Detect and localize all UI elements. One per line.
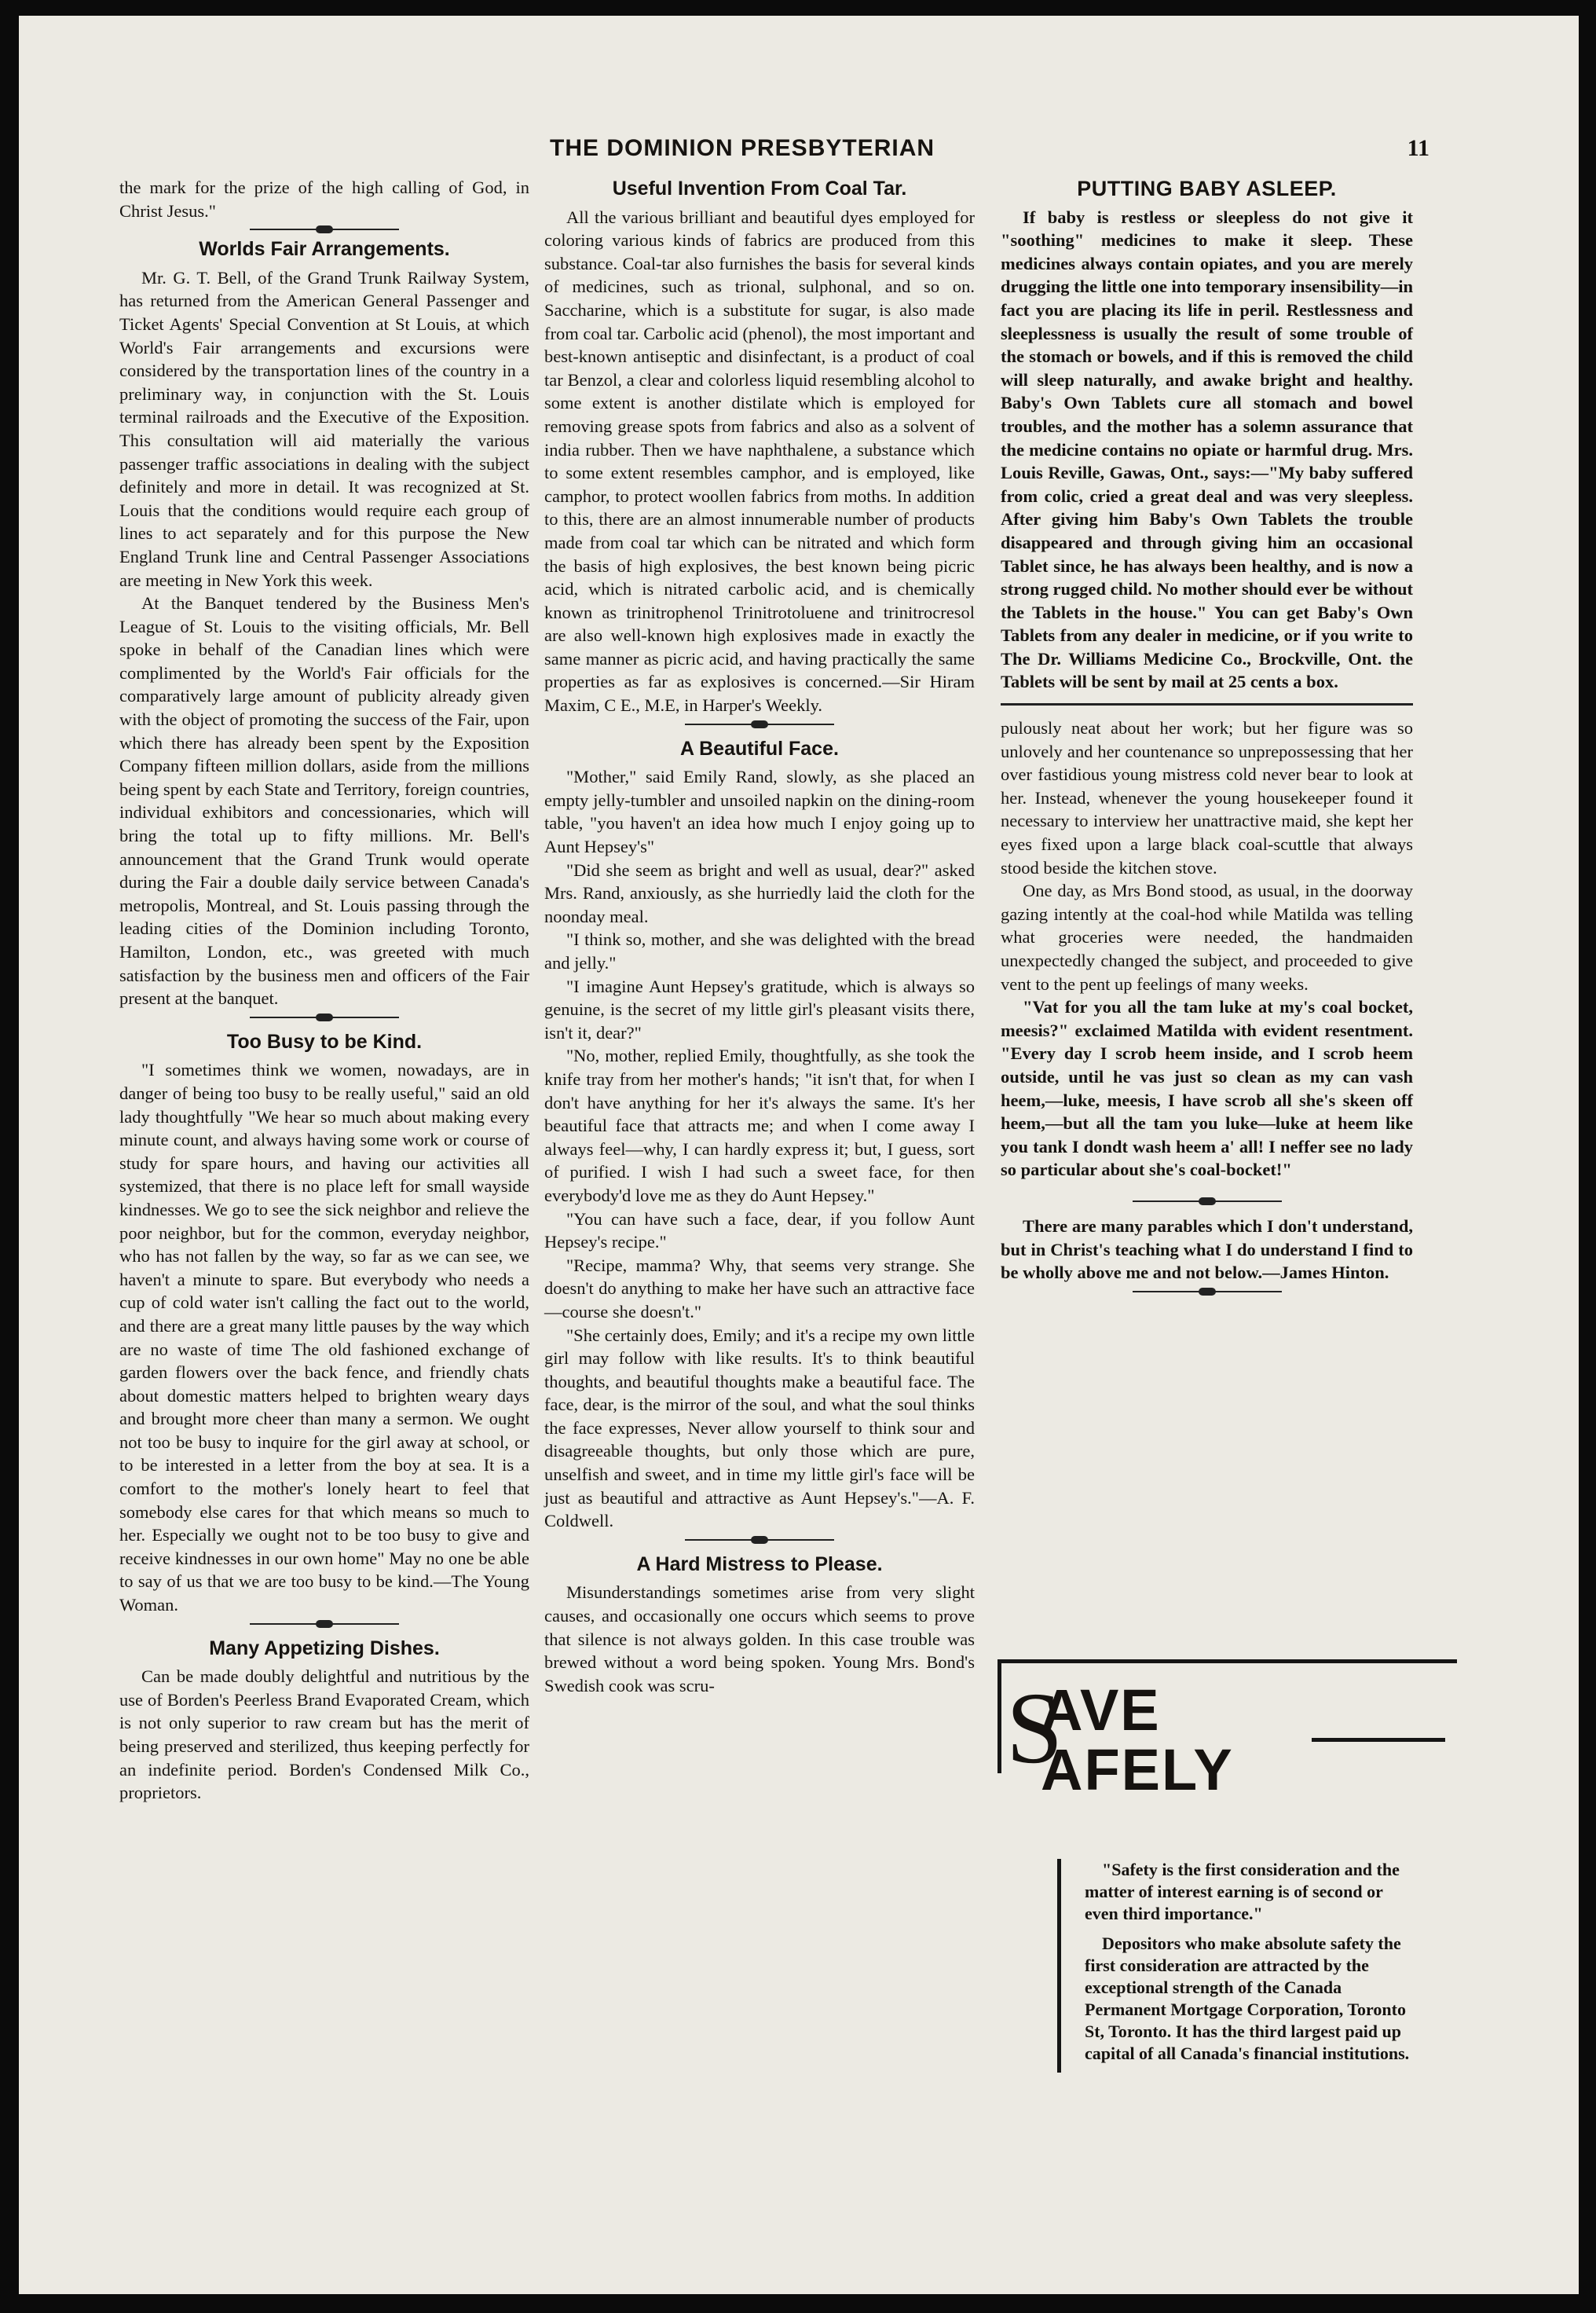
paragraph: "I sometimes think we women, nowadays, are in danger of being too busy to be really useful," said an old lady thoughtfully "We hear so much about making every minute count, and always having some work or course of study for spare hours, and having our activities all systemized, that there is no place left for small wayside kindnesses. We go to see the sick neighbor and relieve the poor neighbor, but for the common, everyday neighbor, who has not fallen by the way, so far as we can see, we haven't a minute to spare. But everybody who needs a cup of cold water isn't calling the fact out to the world, and there are a great many little pauses by the way which are no waste of time The old fashioned exchange of garden flowers over the back fence, and friendly chats about domestic matters helped to brighten weary days and brought more cheer than many a sermon. We ought not too be busy to inquire for the girl away at school, or to be interested in a letter from the boy at sea. It is a comfort to the mother's lonely heart to feel that somebody else cares for that which means so much to her. Especially we ought not to be too busy to give and receive kindnesses in our own home" May no one be able to say of us that we are too busy to be kind.—The Young Woman. (119, 1060, 530, 1615)
paragraph: "You can have such a face, dear, if you follow Aunt Hepsey's recipe." (544, 1208, 975, 1252)
paragraph: Misunderstandings sometimes arise from very slight causes, and occasionally one occurs which seems to prove that silence is not always golden. In this case trouble was brewed without a word being spoken. Young Mrs. Bond's Swedish cook was scru- (544, 1582, 975, 1695)
paragraph: Can be made doubly delightful and nutritious by the use of Borden's Peerless Brand Evaporated Cream, which is not only superior to raw cream but has the merit of being preserved and sterilized, thus keeping perfectly for an indefinite period. Borden's Condensed Milk Co., proprietors. (119, 1666, 529, 1803)
headline-hard-mistress: A Hard Mistress to Please. (636, 1552, 883, 1575)
paragraph: pulously neat about her work; but her figure was so unlovely and her countenance so unprepossessing that her over fastidious young mistress cold never bear to look at her. Instead, whenever the young housekeeper found it necessary to interview her unattractive maid, she kept her eyes fixed upon a large black coal-scuttle that always stood beside the kitchen stove. (1001, 718, 1413, 878)
headline-coal-tar: Useful Invention From Coal Tar. (612, 178, 907, 200)
ad-headline-line-2: AFELY (1041, 1737, 1234, 1802)
page-header (550, 135, 1429, 174)
ad-quote: "Safety is the first consideration and the matter of interest earning is of second or even third importance." (1085, 1860, 1400, 1923)
ad-headline-line-1: AVE (1041, 1677, 1161, 1743)
paragraph: "No, mother, replied Emily, thoughtfully, as she took the knife tray from her mother's hands; "it isn't that, for when I don't have anything for her it's always the same. It's her beautiful face that attracts me; and when I come away I always feel—why, I can hardly express it; but, I guess, sort of purified. I wish I had such a sweet face, for then everybody'd love me as they do Aunt Hepsey." (544, 1046, 975, 1205)
paragraph: There are many parables which I don't understand, but in Christ's teaching what I do understand I find to be wholly above me and not below.—James Hinton. (1001, 1215, 1413, 1283)
paragraph: "Recipe, mamma? Why, that seems very strange. She doesn't do anything to make her have such an attractive face—course she doesn't." (544, 1255, 975, 1321)
column-2 (544, 176, 975, 1697)
headline-beautiful-face: A Beautiful Face. (680, 737, 839, 760)
divider-ornament (685, 719, 834, 730)
paragraph: "I imagine Aunt Hepsey's gratitude, which is always so genuine, is the secret of my little girl's pleasant visits there, isn't it, dear?" (544, 976, 975, 1043)
paragraph: At the Banquet tendered by the Business Men's League of St. Louis to the visiting officials, Mr. Bell spoke in behalf of the Canadian lines which were complimented by the World's Fair officials for the comparatively large amount of publicity already given with the object of promoting the success of the Fair, upon which there has already been spent by the Exposition Company fifteen million dollars, aside from the millions being spent by each State and Territory, foreign countries, individual exhibitors and concessionaries, which will bring the total up to fifty millions. Mr. Bell's announcement that the Grand Trunk would operate during the Fair a double daily service between Canada's metropolis, Montreal, and St. Louis passing through the leading cities of the Dominion including Toronto, Hamilton, London, etc., was greeted with much satisfaction by the business men and officers of the Fair present at the banquet. (119, 593, 529, 1009)
page-number: 11 (1407, 135, 1429, 161)
paragraph: "Mother," said Emily Rand, slowly, as she placed an empty jelly-tumbler and unsoiled napkin on the dining-room table, "you haven't an idea how much I enjoy going up to Aunt Hepsey's" (544, 767, 975, 857)
column-rule (1001, 703, 1413, 706)
divider-ornament (250, 1012, 399, 1023)
save-safely-advertisement (998, 1659, 1457, 1802)
publication-title: THE DOMINION PRESBYTERIAN (550, 135, 935, 161)
paragraph: Mr. G. T. Bell, of the Grand Trunk Railway System, has returned from the American General Passenger and Ticket Agents' Special Convention at St Louis, at which World's Fair arrangements and excursions were considered by the transportation lines of the country in a preliminary way, in conjunction with the St. Louis terminal railroads and the Executive of the Exposition. This consultation will aid materially the various passenger traffic associations in dealing with the subject definitely and more in detail. It was recognized at St. Louis that the conditions would require each group of lines to act separately and for this purpose the New England Trunk line and Central Passenger Associations are meeting in New York this week. (119, 267, 529, 590)
ad-text: Depositors who make absolute safety the first consideration are attracted by the exceptional strength of the Canada Permanent Mortgage Corporation, Toronto St, Toronto. It has the third largest paid up capital of all Canada's financial institutions. (1085, 1934, 1410, 2063)
divider-ornament (250, 224, 399, 235)
paragraph: If baby is restless or sleepless do not give it "soothing" medicines to make it sleep. These medicines always contain opiates, and you are merely drugging the little one into temporary insensibility—in fact you are placing its life in peril. Restlessness and sleeplessness is usually the result of some trouble of the stomach or bowels, and if this is removed the child will sleep naturally, and awake bright and healthy. Baby's Own Tablets cure all stomach and bowel troubles, and the mother has a solemn assurance that the medicine contains no opiate or harmful drug. Mrs. Louis Reville, Gawas, Ont., says:—"My baby suffered from colic, cried a great deal and was very sleepless. After giving him Baby's Own Tablets the trouble disappeared and through giving him an occasional Tablet since, he has always been healthy, and is now a strong rugged child. No mother should ever be without the Tablets in the house." You can get Baby's Own Tablets from any dealer in medicine, or if you write to The Dr. Williams Medicine Co., Brockville, Ont. the Tablets will be sent by mail at 25 cents a box. (1001, 207, 1414, 692)
headline-too-busy: Too Busy to be Kind. (226, 1030, 423, 1053)
paragraph: "She certainly does, Emily; and it's a recipe my own little girl may follow with like results. It's to think beautiful thoughts, and beautiful thoughts make a beautiful face. The face, dear, is the mirror of the soul, and what the soul thinks the face expresses, Never allow yourself to think sour and disagreeable thoughts, but only those which are pure, unselfish and sweet, and in time my little girl's face will be just as beautiful and attractive as Aunt Hepsey's."—A. F. Coldwell. (544, 1325, 975, 1531)
paragraph: "I think so, mother, and she was delighted with the bread and jelly." (544, 929, 975, 973)
divider-ornament (250, 1618, 399, 1629)
headline-putting-baby-asleep: PUTTING BABY ASLEEP. (1077, 177, 1337, 200)
paragraph: All the various brilliant and beautiful dyes employed for coloring various kinds of fabrics are produced from this substance. Coal-tar also furnishes the basis for several kinds of medicines, such as trional, sulphonal, and so on. Saccharine, which is a substitute for sugar, is also made from coal tar. Carbolic acid (phenol), the most important and best-known antiseptic and disinfectant, is a product of coal tar Benzol, a clear and colorless liquid resembling alcohol to some extent is another distilate which is employed for removing grease spots from fabrics and also as a solvent of india rubber. Then we have naphthalene, a substance which to some extent resembles camphor, and is employed, like camphor, to protect woollen fabrics from moths. In addition to this, there are an almost innumerable number of products made from coal tar which can be nitrated and which form the basis of high explosives, the best known being picric acid, which is nitrated carbolic acid, and is chemically known as trinitrophenol Trinitrotoluene and trinitrocresol are also well-known high explosives made in exactly the same manner as picric acid, and having practically the same properties as far as explosives is concerned.—Sir Hiram Maxim, C E., M.E, in Harper's Weekly. (544, 207, 975, 716)
paragraph: One day, as Mrs Bond stood, as usual, in the doorway gazing intently at the coal-hod while Matilda was telling what groceries were needed, the handmaiden unexpectedly changed the subject, and proceeded to give vent to the pent up feelings of many weeks. (1001, 881, 1413, 994)
paragraph: the mark for the prize of the high calling of God, in Christ Jesus." (119, 178, 529, 221)
headline-worlds-fair: Worlds Fair Arrangements. (199, 238, 450, 261)
paragraph: "Did she seem as bright and well as usual, dear?" asked Mrs. Rand, anxiously, as she hurriedly laid the cloth for the noonday meal. (544, 860, 975, 926)
divider-ornament (1133, 1196, 1282, 1207)
headline-appetizing-dishes: Many Appetizing Dishes. (209, 1637, 440, 1659)
paragraph: "Vat for you all the tam luke at my's coal bocket, meesis?" exclaimed Matilda with evident resentment. "Every day I scrob heem inside, and I scrob heem outside, until he vas just so clean as my can vash heem,—luke, meesis, I have scrob all she's skeen off heem,—but all the tam you luke—luke at heem like you tank I dondt wash heem a' all! I neffer see no lady so particular about she's coal-bocket!" (1001, 997, 1413, 1180)
divider-ornament (685, 1534, 834, 1545)
column-3 (1001, 176, 1413, 1300)
ad-border-bar (1312, 1738, 1445, 1742)
ad-initial-letter: S (1006, 1672, 1063, 1785)
divider-ornament (1133, 1286, 1282, 1297)
ad-body (1057, 1859, 1415, 2073)
column-1 (119, 176, 529, 1805)
